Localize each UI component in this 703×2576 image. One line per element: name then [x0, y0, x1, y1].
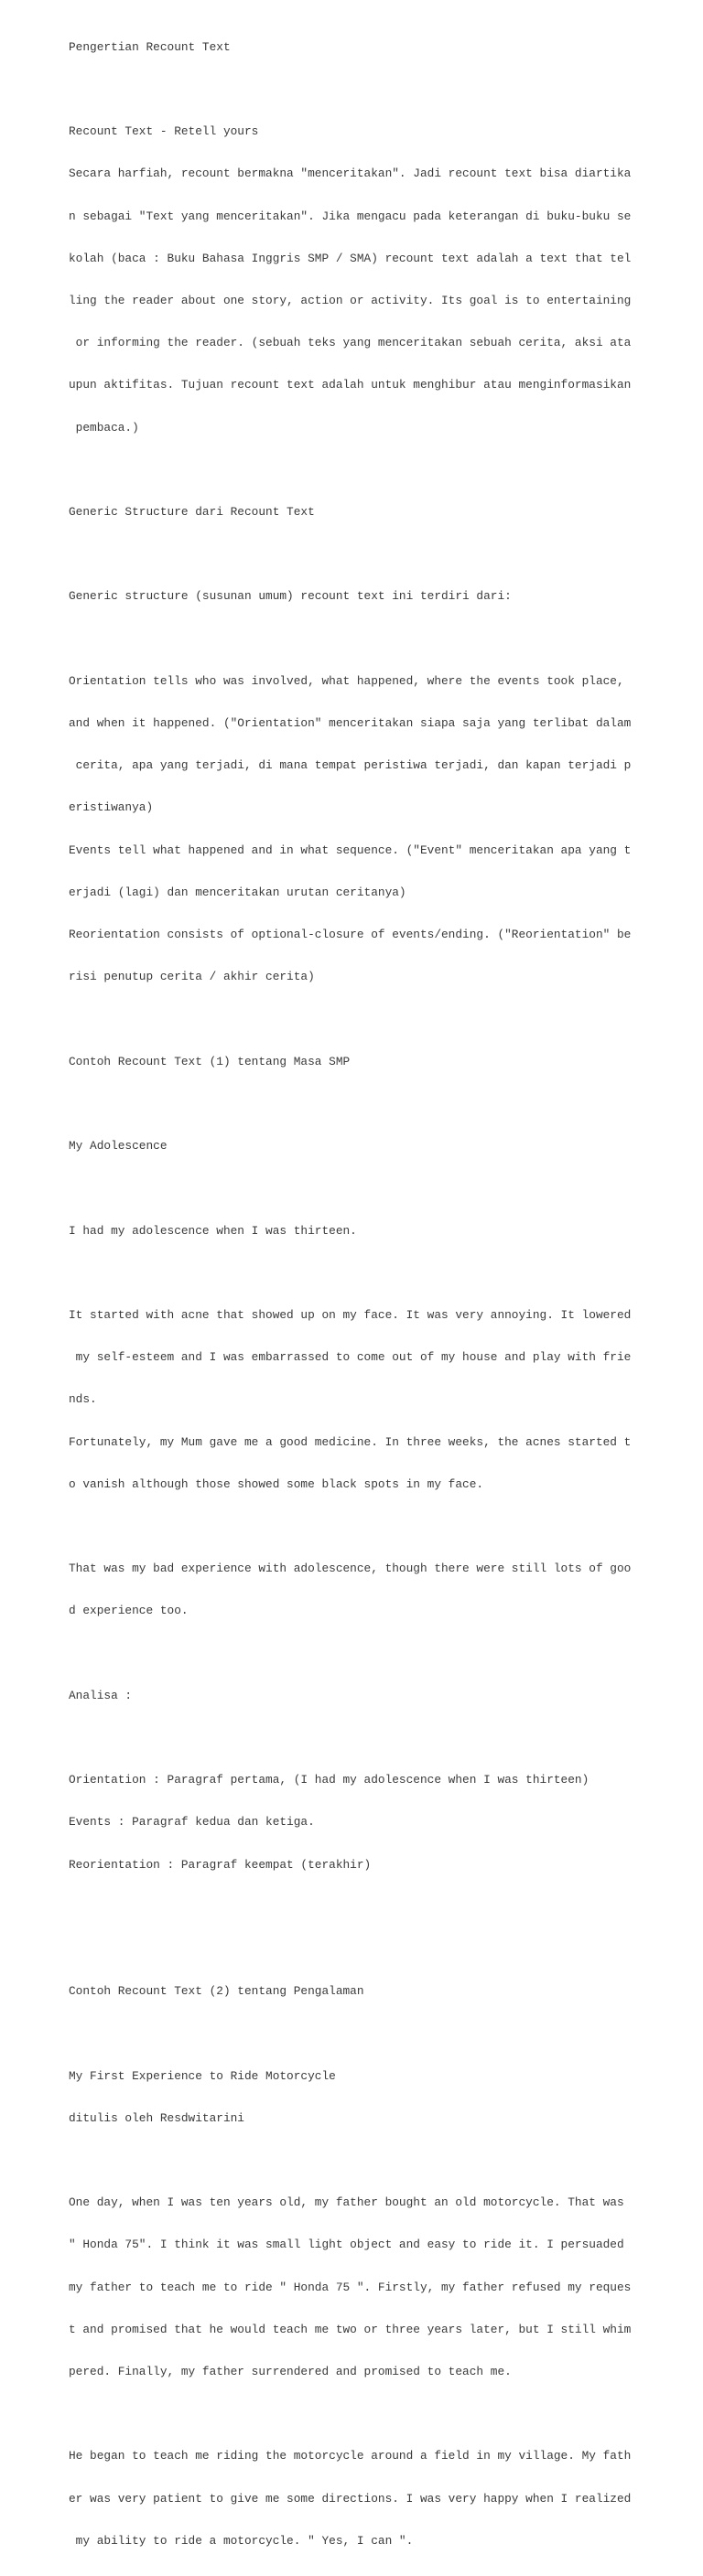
doc-line-blank [69, 2153, 636, 2167]
section-heading: Contoh Recount Text (2) tentang Pengalaman [69, 1984, 364, 1999]
document-text [69, 12, 636, 2576]
doc-line: Events : Paragraf kedua dan ketiga. [69, 1815, 315, 1830]
story-title: My Adolescence [69, 1139, 168, 1154]
doc-line-blank [69, 2407, 636, 2420]
doc-line-blank [69, 547, 636, 561]
doc-line: o vanish although those showed some black spots in my face. [69, 1476, 484, 1491]
doc-line: " Honda 75". I think it was small light object and easy to ride it. I persuaded [69, 2238, 624, 2252]
doc-line: Fortunately, my Mum gave me a good medicine. In three weeks, the acnes started t [69, 1434, 632, 1449]
doc-line: risi penutup cerita / akhir cerita) [69, 970, 315, 984]
section-heading: Contoh Recount Text (1) tentang Masa SMP [69, 1054, 351, 1068]
doc-line-blank [69, 1900, 636, 1914]
doc-line: Orientation : Paragraf pertama, (I had my adolescence when I was thirteen) [69, 1773, 589, 1787]
doc-line: eristiwanya) [69, 800, 154, 815]
doc-line: my father to teach me to ride " Honda 75 ". Firstly, my father refused my reques [69, 2280, 632, 2294]
story-author: ditulis oleh Resdwitarini [69, 2110, 244, 2125]
doc-line: my ability to ride a motorcycle. " Yes, I can ". [69, 2533, 414, 2548]
doc-line: cerita, apa yang terjadi, di mana tempat peristiwa terjadi, dan kapan terjadi p [69, 758, 632, 773]
doc-line: d experience too. [69, 1604, 189, 1618]
doc-line-blank [69, 1647, 636, 1660]
doc-line: and when it happened. ("Orientation" menceritakan siapa saja yang terlibat dalam [69, 716, 632, 731]
doc-line: kolah (baca : Buku Bahasa Inggris SMP / SMA) recount text adalah a text that tel [69, 251, 632, 265]
doc-line-blank [69, 632, 636, 646]
doc-line-blank [69, 1266, 636, 1280]
doc-line: I had my adolescence when I was thirteen. [69, 1223, 357, 1238]
doc-line: pembaca.) [69, 420, 139, 435]
section-heading: Generic Structure dari Recount Text [69, 505, 315, 520]
doc-line-blank [69, 2026, 636, 2040]
doc-line: Reorientation : Paragraf keempat (terakhir) [69, 1857, 372, 1872]
doc-line-blank [69, 1097, 636, 1111]
doc-line: Generic structure (susunan umum) recount text ini terdiri dari: [69, 589, 512, 604]
story-title: My First Experience to Ride Motorcycle [69, 2068, 336, 2083]
doc-line: upun aktifitas. Tujuan recount text adalah untuk menghibur atau menginformasikan [69, 378, 632, 392]
doc-line: Orientation tells who was involved, what happened, where the events took place, [69, 673, 624, 688]
doc-line: my self-esteem and I was embarrassed to come out of my house and play with frie [69, 1350, 632, 1365]
doc-line: ling the reader about one story, action or activity. Its goal is to entertaining [69, 294, 632, 308]
doc-line: Reorientation consists of optional-closure of events/ending. ("Reorientation" be [69, 928, 632, 942]
doc-line-blank [69, 1942, 636, 1956]
doc-line-blank [69, 463, 636, 477]
doc-line: nds. [69, 1392, 97, 1407]
doc-line: One day, when I was ten years old, my father bought an old motorcycle. That was [69, 2195, 624, 2210]
doc-line: t and promised that he would teach me two or three years later, but I still whim [69, 2322, 632, 2336]
doc-line: or informing the reader. (sebuah teks yang menceritakan sebuah cerita, aksi ata [69, 336, 632, 350]
doc-line: That was my bad experience with adolescence, though there were still lots of goo [69, 1562, 632, 1576]
doc-line-blank [69, 1012, 636, 1025]
doc-line: Events tell what happened and in what sequence. ("Event" menceritakan apa yang t [69, 843, 632, 857]
doc-line: erjadi (lagi) dan menceritakan urutan ceritanya) [69, 885, 406, 899]
doc-line-blank [69, 1181, 636, 1195]
doc-line: er was very patient to give me some directions. I was very happy when I realized [69, 2491, 632, 2506]
doc-line: Secara harfiah, recount bermakna "menceritakan". Jadi recount text bisa diartika [69, 166, 632, 181]
doc-line: It started with acne that showed up on my face. It was very annoying. It lowered [69, 1307, 632, 1322]
doc-line-blank [69, 1519, 636, 1533]
doc-line: n sebagai "Text yang menceritakan". Jika mengacu pada keterangan di buku-buku se [69, 209, 632, 223]
doc-line: He began to teach me riding the motorcycle around a field in my village. My fath [69, 2449, 632, 2463]
doc-title: Pengertian Recount Text [69, 39, 231, 54]
doc-line-blank [69, 1731, 636, 1744]
section-heading: Analisa : [69, 1688, 133, 1702]
doc-line: pered. Finally, my father surrendered and promised to teach me. [69, 2364, 512, 2378]
doc-line-blank [69, 82, 636, 96]
section-heading: Recount Text - Retell yours [69, 124, 259, 139]
